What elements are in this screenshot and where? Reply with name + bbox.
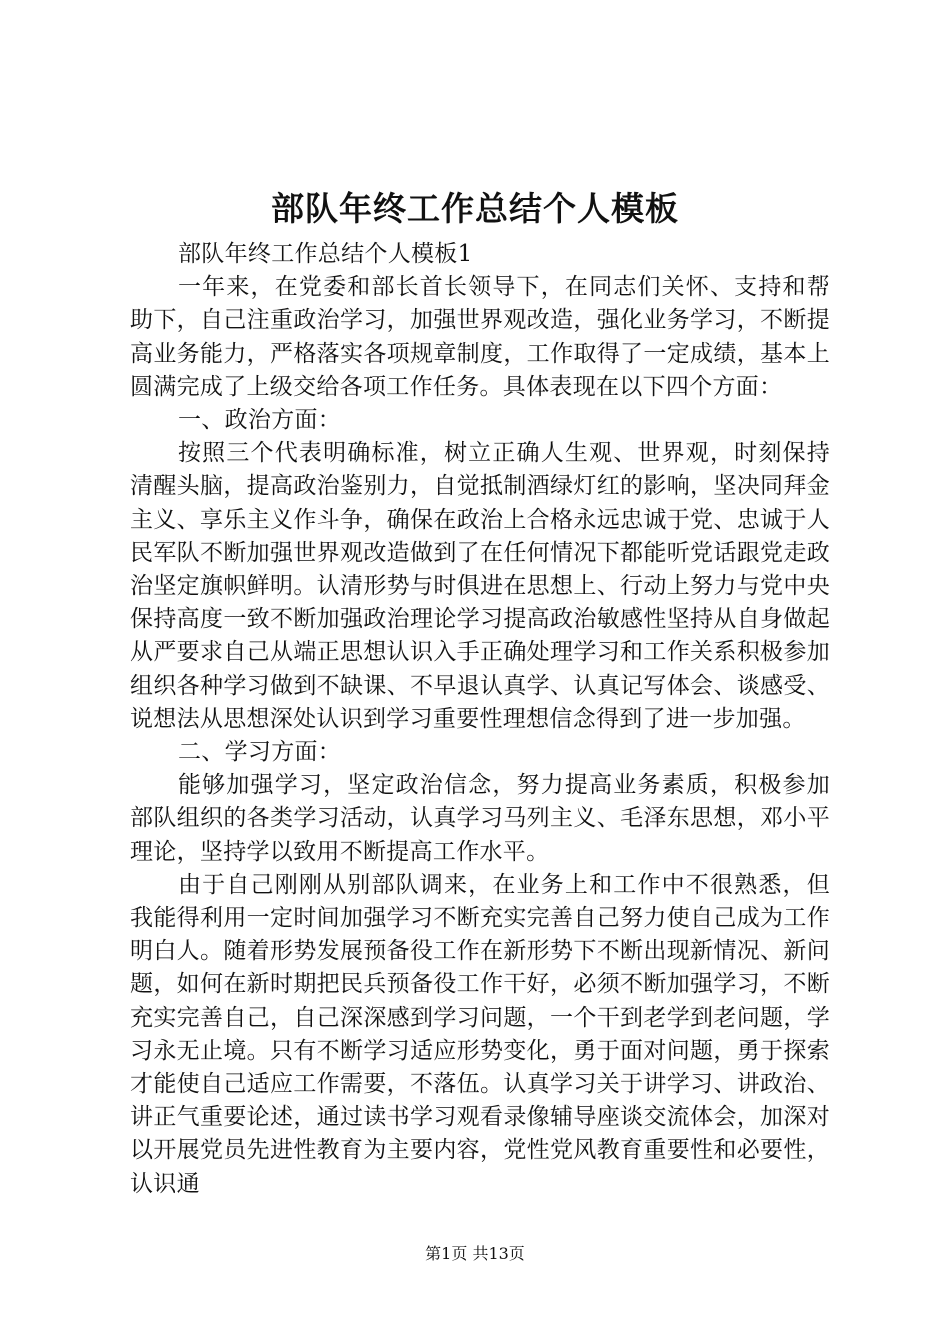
section-heading: 二、学习方面：: [178, 739, 342, 766]
body-paragraph: 能够加强学习，坚定政治信念，努力提高业务素质，积极参加部队组织的各类学习活动，认真学习马列主义、毛泽东思想，邓小平理论，坚持学以致用不断提高工作水平。: [130, 772, 830, 865]
body-paragraph: 由于自己刚刚从别部队调来，在业务上和工作中不很熟悉，但我能得利用一定时间加强学习不断充实完善自己努力使自己成为工作明白人。随着形势发展预备役工作在新形势下不断出现新情况、新问题，如何在新时期把民兵预备役工作干好，必须不断加强学习，不断充实完善自己，自己深深感到学习问题，一个干到老学到老问题，学习永无止境。只有不断学习适应形势变化，勇于面对问题，勇于探索才能使自己适应工作需要，不落伍。认真学习关于讲学习、讲政治、讲正气重要论述，通过读书学习观看录像辅导座谈交流体会，加深对以开展党员先进性教育为主要内容，党性党风教育重要性和必要性，认识通: [130, 871, 830, 1197]
body-paragraph: 按照三个代表明确标准，树立正确人生观、世界观，时刻保持清醒头脑，提高政治鉴别力，自觉抵制酒绿灯红的影响，坚决同拜金主义、享乐主义作斗争，确保在政治上合格永远忠诚于党、忠诚于人民军队不断加强世界观改造做到了在任何情况下都能听党话跟党走政治坚定旗帜鲜明。认清形势与时俱进在思想上、行动上努力与党中央保持高度一致不断加强政治理论学习提高政治敏感性坚持从自身做起从严要求自己从端正思想认识入手正确处理学习和工作关系积极参加组织各种学习做到不缺课、不早退认真学、认真记写体会、谈感受、说想法从思想深处认识到学习重要性理想信念得到了进一步加强。: [130, 440, 830, 732]
section-heading: 一、政治方面：: [178, 407, 342, 434]
section-heading: 部队年终工作总结个人模板1: [178, 241, 473, 267]
document-body: [130, 238, 830, 1201]
page-number-footer: 第1页 共13页: [425, 1244, 525, 1263]
body-paragraph: 一年来，在党委和部长首长领导下，在同志们关怀、支持和帮助下，自己注重政治学习，加强世界观改造，强化业务学习，不断提高业务能力，严格落实各项规章制度，工作取得了一定成绩，基本上圆满完成了上级交给各项工作任务。具体表现在以下四个方面：: [130, 274, 830, 400]
document-title: 部队年终工作总结个人模板: [271, 189, 679, 228]
